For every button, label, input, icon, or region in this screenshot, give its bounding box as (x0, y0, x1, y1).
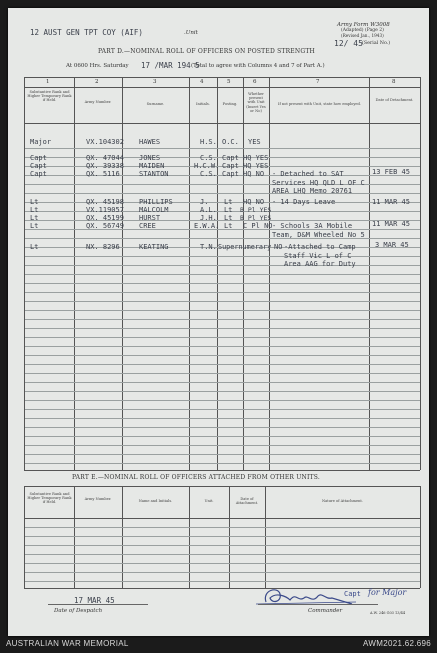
row-detach-date: 3 MAR 45 (375, 241, 409, 249)
col-number: 5 (227, 79, 231, 85)
part-e-col-unit: Unit. (204, 499, 214, 503)
row-surname: STANTON (139, 170, 169, 178)
despatch-date: 17 MAR 45 (74, 596, 115, 605)
col-header-employment: If not present with Unit, state how employed. (278, 102, 361, 106)
row-posting: Capt (222, 162, 239, 170)
row-posting: Lt (224, 206, 233, 214)
row-rank: Capt (30, 154, 47, 162)
row-present: B Pl YES (240, 214, 272, 222)
col-header-army-number: Army Number. (84, 100, 112, 104)
row-present: C Pl NO (243, 222, 273, 230)
part-e-col-army-number: Army Number. (84, 497, 112, 501)
row-army-number: QX. 39338 (86, 162, 124, 170)
document-sheet (8, 8, 429, 636)
row-posting: Capt (222, 170, 239, 178)
row-employment: - 14 Days Leave (272, 198, 336, 206)
row-employment: - Detached to SAT Services HQ QLD L OF C AREA LHQ Memo 20761 (272, 170, 365, 196)
as-at-suffix: (Total to agree with Columns 4 and 7 of Part A.) (191, 63, 325, 69)
row-army-number: VX.119057 (86, 206, 124, 214)
archive-id: AWM2021.62.696 (363, 639, 431, 648)
row-initials: C.S. (200, 154, 217, 162)
signature-rank: Capt (344, 590, 361, 598)
row-army-number: QX. 47044 (86, 154, 124, 162)
col-number: 7 (316, 79, 320, 85)
row-surname: PHILLIPS (139, 198, 173, 206)
row-rank: Lt (30, 214, 39, 222)
col-header-detach-date: Date of Detachment. (375, 98, 414, 102)
part-d-title: PART D.—NOMINAL ROLL OF OFFICERS ON POSTED STRENGTH (98, 48, 315, 55)
row-surname: MAIDEN (139, 162, 165, 170)
row-rank: Lt (30, 222, 39, 230)
part-e-col-rank: Substantive Rank and Higher Temporary Rank if Held. (27, 492, 72, 505)
row-army-number: QX. 5116 (86, 170, 120, 178)
row-posting: Lt (224, 198, 233, 206)
part-e-col-name: Name and Initials. (138, 499, 173, 503)
row-employment: - Schools 3A Mobile Team, D&M Wheeled No 5 (272, 222, 365, 239)
row-surname: HURST (139, 214, 161, 222)
row-rank: Lt (30, 198, 39, 206)
archive-footer (0, 638, 437, 653)
unit-label: .Unit (184, 30, 198, 36)
row-detach-date: 11 MAR 45 (372, 220, 410, 228)
col-number: 1 (46, 79, 50, 85)
signature-for-major: for Major (368, 588, 407, 597)
row-posting: Lt (224, 214, 233, 222)
col-header-present: Whether present with Unit (Insert Yes or No) (246, 92, 266, 113)
row-initials: J.H. (200, 214, 217, 222)
row-initials: H.C.W. (194, 162, 220, 170)
row-detach-date: 13 FEB 45 (372, 168, 410, 176)
col-header-rank: Substantive Rank and Higher Temporary Rank if Held. (27, 90, 72, 103)
row-present: B Pl YES (240, 206, 272, 214)
row-army-number: NX. 8296 (86, 243, 120, 251)
row-rank: Lt (30, 243, 39, 251)
form-adapted: (Adapted) (Page 2) (341, 28, 384, 33)
row-rank: Capt (30, 162, 47, 170)
row-surname: MALCOLM (139, 206, 169, 214)
printer-code: A.W. 246 G03 13/44 (370, 611, 406, 615)
row-present: HQ YES (243, 154, 269, 162)
row-present: HQ NO (243, 170, 265, 178)
row-posting: Capt (222, 154, 239, 162)
row-army-number: QX. 45198 (86, 198, 124, 206)
row-rank: Lt (30, 206, 39, 214)
part-e-col-nature: Nature of Attachment. (322, 499, 363, 503)
col-number: 3 (153, 79, 157, 85)
row-initials: A.L. (200, 206, 217, 214)
row-surname: KEATING (139, 243, 169, 251)
col-number: 8 (392, 79, 396, 85)
row-surname: HAWES (139, 138, 161, 146)
col-number: 2 (95, 79, 99, 85)
col-number: 4 (200, 79, 204, 85)
row-posting: Lt (224, 222, 233, 230)
row-present: HQ NO (243, 198, 265, 206)
row-present: YES (248, 138, 261, 146)
unit-name: 12 AUST GEN TPT COY (AIF) (30, 28, 143, 37)
row-surname: CREE (139, 222, 156, 230)
row-army-number: QX. 45199 (86, 214, 124, 222)
row-employment: -Attached to Camp Staff Vic L of C Area AAG for Duty (284, 243, 356, 269)
row-rank: Major (30, 138, 52, 146)
form-number: Army Form W3008 (337, 22, 390, 28)
archive-name: AUSTRALIAN WAR MEMORIAL (6, 639, 129, 648)
row-posting: Supernumerary (218, 243, 272, 251)
row-initials: E.W.A. (194, 222, 220, 230)
part-e-col-date: Date of Attachment. (235, 497, 259, 506)
form-revised: (Revised Jan., 1943) (341, 33, 384, 38)
row-initials: C.S. (200, 170, 217, 178)
part-e-title: PART E.—NOMINAL ROLL OF OFFICERS ATTACHED FROM OTHER UNITS. (72, 474, 320, 481)
col-header-posting: Posting. (222, 102, 238, 106)
row-detach-date: 11 MAR 45 (372, 198, 410, 206)
col-header-surname: Surname. (146, 102, 165, 106)
row-rank: Capt (30, 170, 47, 178)
signature-label: Commander (308, 608, 343, 614)
despatch-label: Date of Despatch (54, 608, 103, 614)
serial-label: (Serial No.) (362, 41, 391, 46)
col-header-initials: Initials. (196, 102, 210, 106)
row-initials: T.N. (200, 243, 217, 251)
serial-number: 12/ 45 (334, 39, 363, 48)
as-at-date: 17 /MAR 194 5 (141, 61, 200, 70)
row-army-number: VX.104302 (86, 138, 124, 146)
row-posting: O.C. (222, 138, 239, 146)
as-at-prefix: At 0600 Hrs. Saturday (66, 63, 129, 69)
row-initials: J. (200, 198, 209, 206)
row-army-number: QX. 56749 (86, 222, 124, 230)
row-present: NO (274, 243, 283, 251)
row-surname: JONES (139, 154, 161, 162)
col-number: 6 (253, 79, 257, 85)
row-initials: H.S. (200, 138, 217, 146)
row-present: HQ YES (243, 162, 269, 170)
